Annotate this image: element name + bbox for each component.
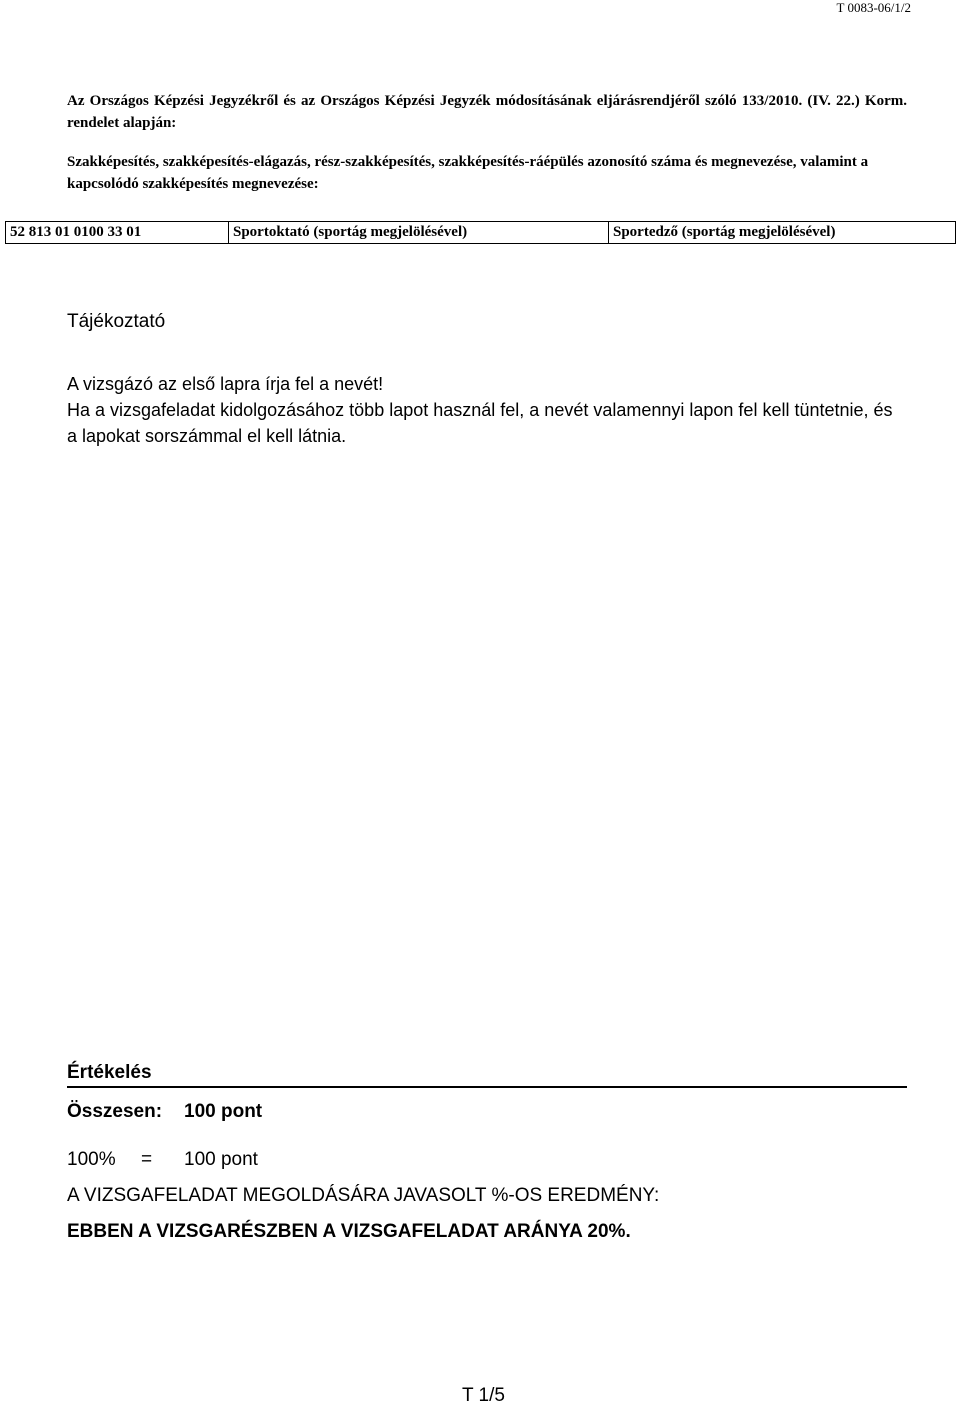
evaluation-title: Értékelés [67,1062,152,1083]
qualification-id: 52 813 01 0100 33 01 [6,222,229,244]
evaluation-divider [67,1086,907,1088]
qualification-table [5,221,956,244]
qualification-name: Sportoktató (sportág megjelölésével) [229,222,609,244]
total-row [67,1101,263,1123]
total-value: 100 pont [184,1101,263,1122]
total-label: Összesen: [67,1101,163,1122]
info-title: Tájékoztató [67,311,166,332]
percent-row [67,1149,258,1171]
info-line-1: A vizsgázó az első lapra írja fel a nevét! [67,374,384,394]
equals-sign: = [141,1149,153,1170]
info-line-2: Ha a vizsgafeladat kidolgozásához több lapot használ fel, a nevét valamennyi lapon fel kell tüntetnie, és a lapokat sorszámmal el kell látnia. [67,400,893,446]
recommended-result: A VIZSGAFELADAT MEGOLDÁSÁRA JAVASOLT %-OS EREDMÉNY: [67,1185,660,1206]
qualification-description: Szakképesítés, szakképesítés-elágazás, rész-szakképesítés, szakképesítés-ráépülés azonosító száma és megnevezése, valamint a kapcsolódó szakképesítés megnevezése: [67,154,869,192]
percent-label: 100% [67,1149,116,1170]
regulation-text: Az Országos Képzési Jegyzékről és az Országos Képzési Jegyzék módosításának eljárásrendjéről szóló 133/2010. (IV. 22.) Korm. rendelet alapján: [67,93,907,131]
document-code: T 0083-06/1/2 [836,0,911,15]
page-number: T 1/5 [462,1385,505,1406]
related-qualification: Sportedző (sportág megjelölésével) [609,222,956,244]
percent-value: 100 pont [184,1149,258,1170]
table-row [6,222,956,244]
exam-ratio: EBBEN A VIZSGARÉSZBEN A VIZSGAFELADAT ARÁNYA 20%. [67,1221,631,1242]
